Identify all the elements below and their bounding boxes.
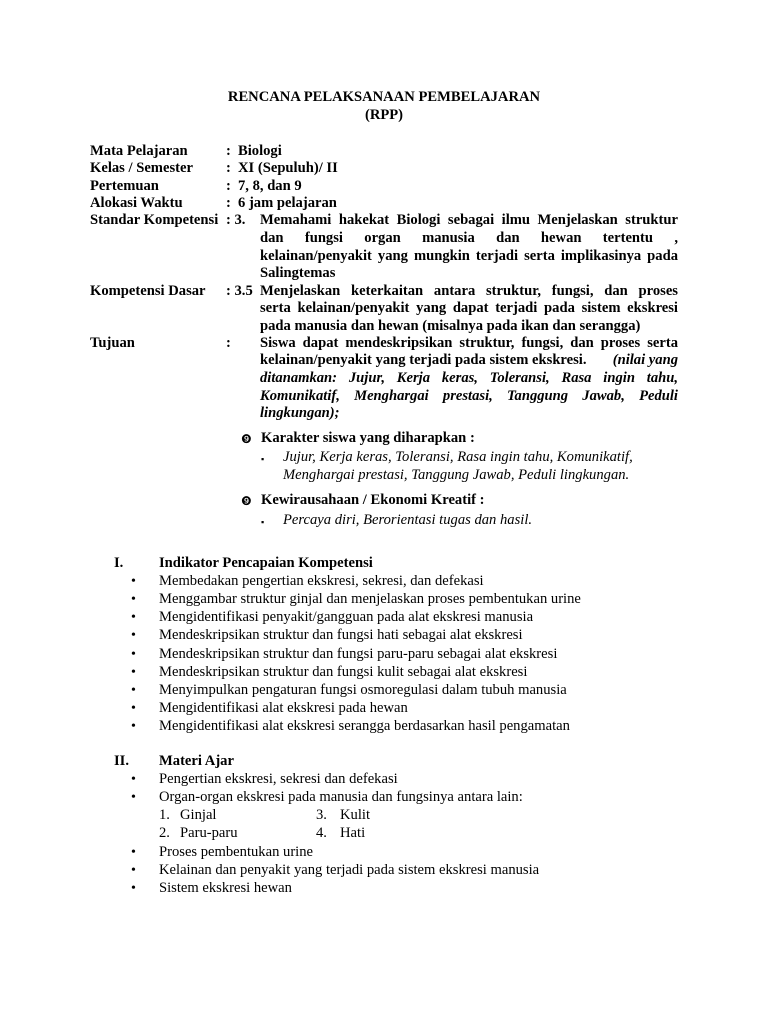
tujuan-line-italic: (nilai yang [612, 352, 678, 368]
section-number: II. [114, 753, 130, 769]
karakter-heading: Karakter siswa yang diharapkan : [261, 430, 475, 446]
bullet-icon: • [131, 574, 136, 589]
tujuan-italic-line: Komunikatif, Menghargai prestasi, Tanggung Jawab, Peduli [260, 388, 678, 404]
karakter-line: Menghargai prestasi, Tanggung Jawab, Peduli lingkungan. [283, 467, 630, 483]
list-item: Mendeskripsikan struktur dan fungsi paru-paru sebagai alat ekskresi [159, 646, 558, 662]
organ-number: 4. [316, 825, 327, 841]
info-value-pertemuan: 7, 8, dan 9 [238, 178, 302, 194]
document-title: RENCANA PELAKSANAAN PEMBELAJARAN [227, 89, 541, 105]
bullet-icon: • [131, 863, 136, 878]
organ-name: Paru-paru [180, 825, 238, 841]
standar-colon: : 3. [226, 212, 246, 228]
tujuan-line: Siswa dapat mendeskripsikan struktur, fungsi, dan proses serta [260, 335, 678, 351]
list-item: Mendeskripsikan struktur dan fungsi hati sebagai alat ekskresi [159, 627, 523, 643]
tujuan-line-2 [260, 352, 678, 370]
bullet-icon: • [131, 845, 136, 860]
list-item: Mendeskripsikan struktur dan fungsi kulit sebagai alat ekskresi [159, 664, 528, 680]
info-colon: : [226, 143, 231, 159]
square-bullet-icon: ▪ [261, 454, 265, 464]
standar-line: dan fungsi organ manusia dan hewan tertentu , [260, 230, 678, 246]
list-item: Mengidentifikasi alat ekskresi serangga berdasarkan hasil pengamatan [159, 718, 570, 734]
section-heading: Indikator Pencapaian Kompetensi [159, 555, 373, 571]
standar-label: Standar Kompetensi [90, 212, 219, 228]
bullet-icon: • [131, 719, 136, 734]
section-number: I. [114, 555, 124, 571]
organ-number: 3. [316, 807, 327, 823]
info-label-alokasi-waktu: Alokasi Waktu [90, 195, 183, 211]
square-bullet-icon: ▪ [261, 517, 265, 527]
list-item: Kelainan dan penyakit yang terjadi pada sistem ekskresi manusia [159, 862, 540, 878]
standar-line: Salingtemas [260, 265, 336, 281]
list-item: Proses pembentukan urine [159, 844, 314, 860]
kd-line: pada manusia dan hewan (misalnya pada ikan dan serangga) [260, 318, 641, 334]
list-item: Membedakan pengertian ekskresi, sekresi, dan defekasi [159, 573, 484, 589]
standar-line: kelainan/penyakit yang mungkin terjadi serta implikasinya pada [260, 248, 678, 264]
info-label-kelas-semester: Kelas / Semester [90, 160, 193, 176]
organ-name: Ginjal [180, 807, 217, 823]
kd-colon: : 3.5 [226, 283, 253, 299]
organ-number: 2. [159, 825, 170, 841]
info-colon: : [226, 160, 231, 176]
bullet-icon: • [131, 592, 136, 607]
list-item: Pengertian ekskresi, sekresi dan defekasi [159, 771, 398, 787]
tujuan-colon: : [226, 335, 231, 351]
numbered-circle-icon: ❾ [241, 494, 252, 508]
tujuan-label: Tujuan [90, 335, 135, 351]
bullet-icon: • [131, 881, 136, 896]
kd-line: Menjelaskan keterkaitan antara struktur, fungsi, dan proses [260, 283, 678, 299]
document-subtitle: (RPP) [364, 107, 404, 123]
info-label-mata-pelajaran: Mata Pelajaran [90, 143, 188, 159]
list-item: Menggambar struktur ginjal dan menjelaskan proses pembentukan urine [159, 591, 581, 607]
list-item: Sistem ekskresi hewan [159, 880, 292, 896]
tujuan-line-plain: kelainan/penyakit yang terjadi pada sistem ekskresi. [260, 352, 587, 368]
kd-line: serta kelainan/penyakit yang dapat terjadi pada sistem ekskresi [260, 300, 678, 316]
info-label-pertemuan: Pertemuan [90, 178, 159, 194]
karakter-line: Jujur, Kerja keras, Toleransi, Rasa ingin tahu, Komunikatif, [283, 449, 633, 465]
organ-name: Kulit [340, 807, 370, 823]
bullet-icon: • [131, 610, 136, 625]
list-item: Menyimpulkan pengaturan fungsi osmoregulasi dalam tubuh manusia [159, 682, 567, 698]
standar-line: Memahami hakekat Biologi sebagai ilmu Menjelaskan struktur [260, 212, 678, 228]
info-value-kelas-semester: XI (Sepuluh)/ II [238, 160, 338, 176]
info-colon: : [226, 178, 231, 194]
bullet-icon: • [131, 790, 136, 805]
kd-label: Kompetensi Dasar [90, 283, 206, 299]
section-heading: Materi Ajar [159, 753, 234, 769]
bullet-icon: • [131, 628, 136, 643]
kewirausahaan-line: Percaya diri, Berorientasi tugas dan hasil. [283, 512, 533, 528]
info-value-alokasi-waktu: 6 jam pelajaran [238, 195, 337, 211]
list-item: Mengidentifikasi penyakit/gangguan pada alat ekskresi manusia [159, 609, 534, 625]
bullet-icon: • [131, 683, 136, 698]
organ-number: 1. [159, 807, 170, 823]
list-item: Organ-organ ekskresi pada manusia dan fungsinya antara lain: [159, 789, 523, 805]
numbered-circle-icon: ❾ [241, 432, 252, 446]
kewirausahaan-heading: Kewirausahaan / Ekonomi Kreatif : [261, 492, 485, 508]
info-value-mata-pelajaran: Biologi [238, 143, 282, 159]
info-colon: : [226, 195, 231, 211]
bullet-icon: • [131, 772, 136, 787]
bullet-icon: • [131, 647, 136, 662]
list-item: Mengidentifikasi alat ekskresi pada hewan [159, 700, 408, 716]
bullet-icon: • [131, 665, 136, 680]
tujuan-italic-line: ditanamkan: Jujur, Kerja keras, Toleransi, Rasa ingin tahu, [260, 370, 678, 386]
organ-name: Hati [340, 825, 366, 841]
bullet-icon: • [131, 701, 136, 716]
tujuan-italic-line: lingkungan); [260, 405, 340, 421]
